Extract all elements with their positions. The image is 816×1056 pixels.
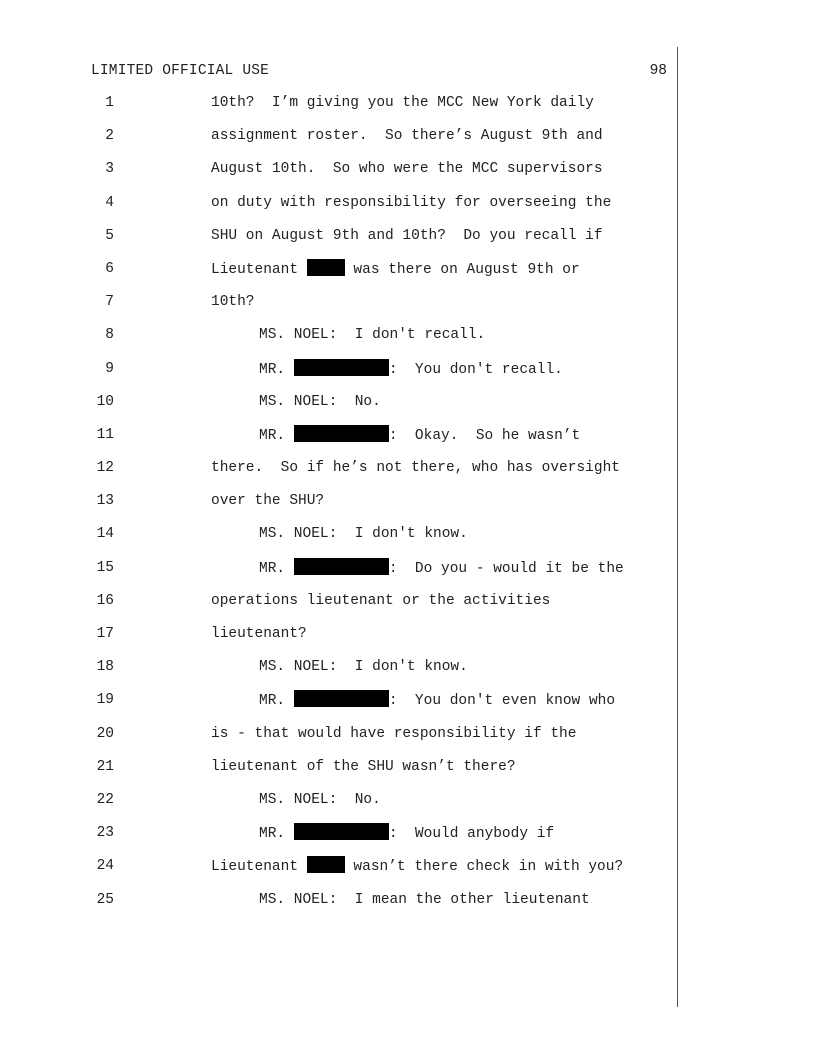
line-number: 2 <box>105 128 114 145</box>
line-number: 15 <box>96 559 114 576</box>
transcript-line <box>0 159 816 192</box>
transcript-line <box>0 890 816 923</box>
line-text <box>259 558 624 579</box>
text-segment: lieutenant of the SHU wasn’t there? <box>211 758 516 775</box>
line-text <box>259 890 590 910</box>
redaction-block <box>294 425 389 442</box>
line-text <box>259 425 580 446</box>
transcript-line <box>0 757 816 790</box>
line-number: 8 <box>105 327 114 344</box>
text-segment: MR. <box>259 826 294 843</box>
text-segment: : Okay. So he wasn’t <box>388 427 581 444</box>
text-segment: : Would anybody if <box>388 826 555 843</box>
transcript-line <box>0 226 816 259</box>
redaction-block <box>294 690 389 707</box>
text-segment: MS. NOEL: I don't recall. <box>259 327 486 344</box>
transcript-line <box>0 193 816 226</box>
line-text <box>211 159 603 179</box>
line-text <box>259 359 563 380</box>
transcript-line <box>0 93 816 126</box>
line-number: 13 <box>96 493 114 510</box>
line-text <box>211 226 603 246</box>
line-number: 3 <box>105 161 114 178</box>
line-number: 20 <box>96 725 114 742</box>
transcript-line <box>0 724 816 757</box>
text-segment: : You don't recall. <box>388 361 563 378</box>
redaction-block <box>307 856 345 873</box>
transcript-line <box>0 359 816 392</box>
text-segment: MR. <box>259 693 294 710</box>
transcript-line <box>0 392 816 425</box>
line-number: 23 <box>96 825 114 842</box>
line-text <box>211 624 307 644</box>
line-number: 5 <box>105 227 114 244</box>
line-text <box>211 458 620 478</box>
text-segment: : You don't even know who <box>388 693 616 710</box>
text-segment: on duty with responsibility for overseeing the <box>211 194 612 211</box>
line-number: 16 <box>96 592 114 609</box>
line-number: 9 <box>105 360 114 377</box>
line-number: 4 <box>105 194 114 211</box>
text-segment: operations lieutenant or the activities <box>211 592 551 609</box>
line-text <box>259 790 381 810</box>
page-number: 98 <box>649 63 667 79</box>
line-number: 7 <box>105 294 114 311</box>
classification-header: LIMITED OFFICIAL USE <box>91 63 270 79</box>
line-number: 24 <box>96 858 114 875</box>
line-text <box>211 93 594 113</box>
transcript-line <box>0 292 816 325</box>
text-segment: MR. <box>259 427 294 444</box>
text-segment: MR. <box>259 361 294 378</box>
text-segment: MS. NOEL: No. <box>259 393 381 410</box>
transcript-line <box>0 690 816 723</box>
line-text <box>259 325 485 345</box>
text-segment: over the SHU? <box>211 493 325 510</box>
transcript-line <box>0 259 816 292</box>
text-segment: Lieutenant <box>211 859 307 876</box>
text-segment: MS. NOEL: No. <box>259 791 381 808</box>
transcript-line <box>0 823 816 856</box>
transcript-line <box>0 425 816 458</box>
transcript-line <box>0 558 816 591</box>
redaction-block <box>294 823 389 840</box>
line-number: 25 <box>96 891 114 908</box>
text-segment: is - that would have responsibility if the <box>211 725 577 742</box>
text-segment: wasn’t there check in with you? <box>344 859 624 876</box>
text-segment: there. So if he’s not there, who has oversight <box>211 460 620 477</box>
line-text <box>211 126 603 146</box>
line-number: 17 <box>96 626 114 642</box>
transcript-line <box>0 591 816 624</box>
text-segment: MS. NOEL: I don't know. <box>259 526 468 543</box>
text-segment: assignment roster. So there’s August 9th and <box>211 128 603 145</box>
text-segment: was there on August 9th or <box>344 261 580 278</box>
line-number: 14 <box>96 526 114 543</box>
redaction-block <box>307 259 345 276</box>
line-text <box>211 193 611 213</box>
text-segment: : Do you - would it be the <box>388 560 624 577</box>
text-segment: August 10th. So who were the MCC supervisors <box>211 161 603 178</box>
line-text <box>211 856 623 877</box>
transcript-line <box>0 856 816 889</box>
line-text <box>259 657 468 677</box>
text-segment: MS. NOEL: I don't know. <box>259 659 468 676</box>
line-text <box>211 591 550 611</box>
line-number: 12 <box>96 460 114 477</box>
text-segment: lieutenant? <box>211 626 307 642</box>
text-segment: MR. <box>259 560 294 577</box>
line-text <box>211 292 255 312</box>
line-number: 10 <box>96 393 114 410</box>
line-text <box>211 757 516 777</box>
text-segment: 10th? <box>211 294 255 311</box>
text-segment: Lieutenant <box>211 261 307 278</box>
transcript-line <box>0 524 816 557</box>
transcript-line <box>0 126 816 159</box>
line-number: 21 <box>96 758 114 775</box>
line-text <box>259 690 615 711</box>
transcript-line <box>0 491 816 524</box>
transcript-line <box>0 325 816 358</box>
text-segment: SHU on August 9th and 10th? Do you recall if <box>211 227 603 244</box>
line-text <box>211 491 324 511</box>
transcript-line <box>0 657 816 690</box>
line-text <box>211 259 580 280</box>
line-number: 6 <box>105 260 114 277</box>
text-segment: 10th? I’m giving you the MCC New York daily <box>211 95 594 111</box>
line-number: 19 <box>96 692 114 709</box>
transcript-line <box>0 458 816 491</box>
line-text <box>211 724 576 744</box>
line-text <box>259 524 468 544</box>
line-text <box>259 823 554 844</box>
text-segment: MS. NOEL: I mean the other lieutenant <box>259 891 590 908</box>
transcript-line <box>0 624 816 657</box>
transcript-lines <box>0 93 816 923</box>
line-number: 22 <box>96 791 114 808</box>
redaction-block <box>294 359 389 376</box>
redaction-block <box>294 558 389 575</box>
line-number: 1 <box>105 95 114 111</box>
transcript-line <box>0 790 816 823</box>
line-number: 11 <box>96 426 114 443</box>
line-number: 18 <box>96 659 114 676</box>
line-text <box>259 392 381 412</box>
